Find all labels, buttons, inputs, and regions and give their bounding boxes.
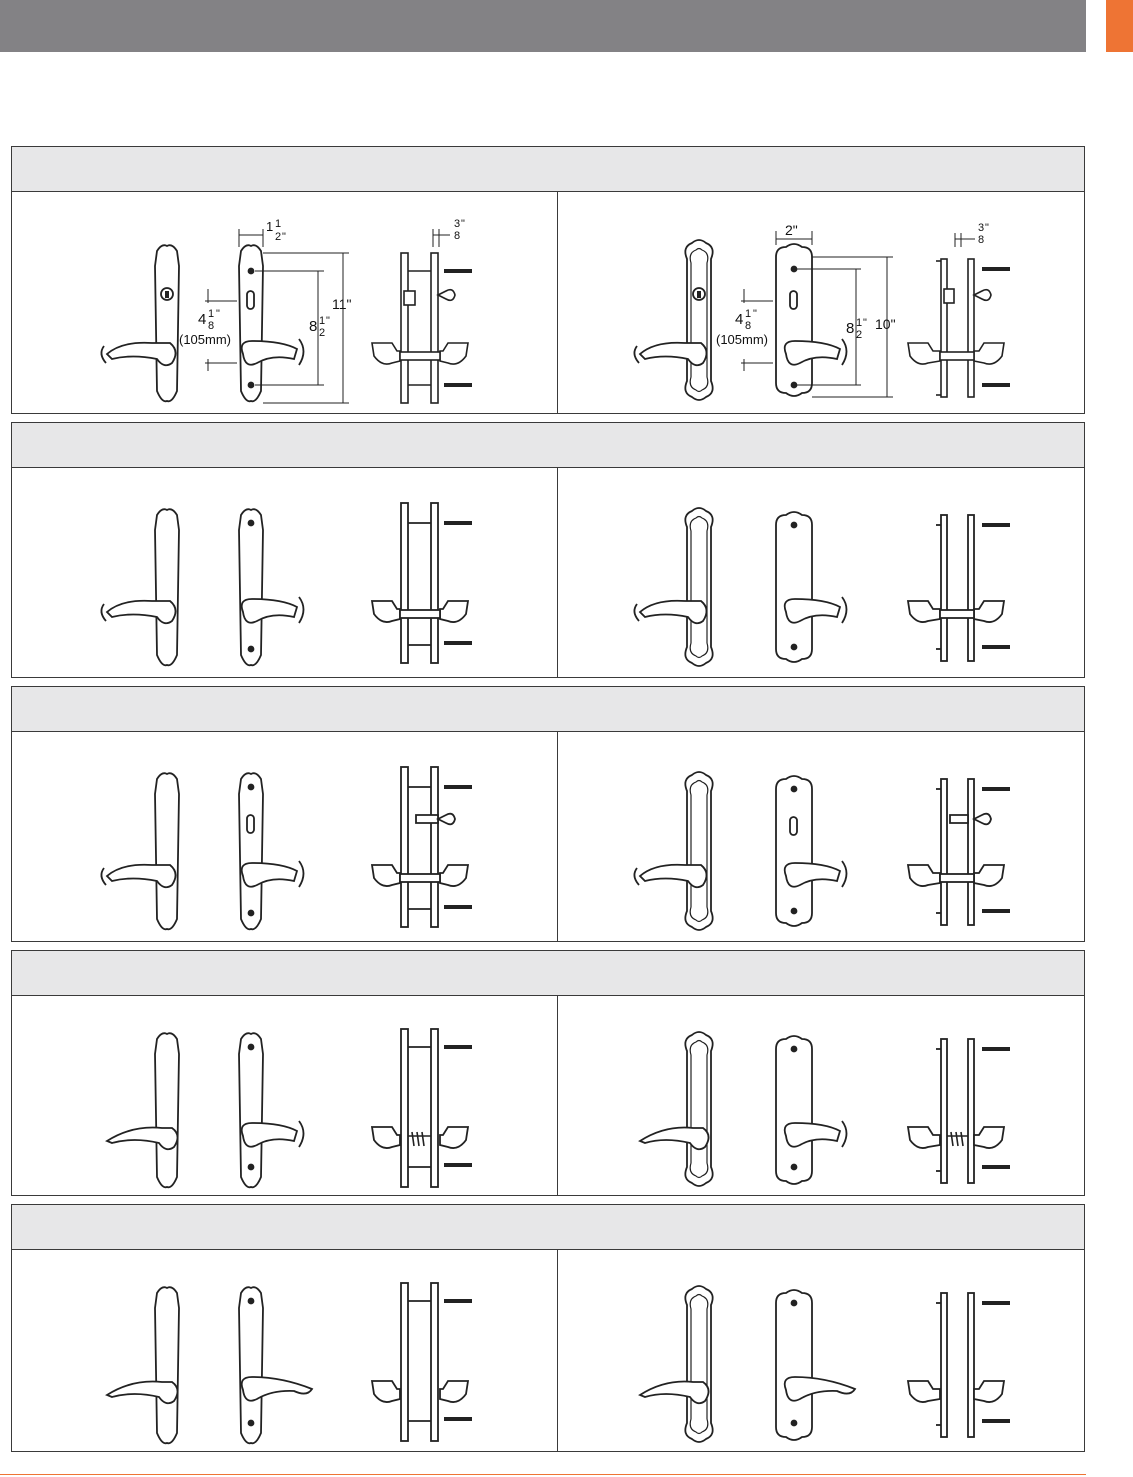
backset-mm: (105mm): [716, 332, 769, 347]
width-dim-den: 2: [275, 231, 282, 243]
narrow-plate-diagram: [12, 191, 557, 413]
exterior-plate: [155, 245, 179, 401]
handle-set-section-dummy-spring: [11, 950, 1085, 1196]
backset-num: 1: [745, 308, 752, 320]
section-header: [12, 1205, 1084, 1250]
narrow-plate-panel: [12, 995, 558, 1195]
backset-whole: 4: [198, 311, 207, 328]
exterior-lever: [107, 343, 176, 366]
side-view-thumbturn: [438, 290, 455, 301]
backset-mm: (105mm): [179, 332, 232, 347]
wide-plate-panel: [558, 995, 1084, 1195]
backset-unit: ": [753, 308, 757, 320]
exterior-lever: [640, 343, 707, 366]
narrow-plate-panel: [12, 191, 558, 413]
backset-den: 8: [745, 320, 752, 332]
centers-unit: ": [326, 315, 330, 327]
backset-den: 8: [208, 320, 215, 332]
side-view-exterior-lever: [372, 343, 400, 364]
wide-plate-panel: [558, 1249, 1084, 1451]
width-dim-whole: 1: [266, 219, 274, 234]
depth-dim-unit: ": [985, 222, 989, 234]
page-header-bar: [0, 0, 1086, 52]
wide-plate-diagram: [558, 731, 1084, 941]
depth-dim-den: 8: [978, 234, 985, 246]
backset-whole: 4: [735, 311, 744, 328]
narrow-plate-panel: [12, 1249, 558, 1451]
wide-plate-diagram: [558, 1249, 1084, 1451]
centers-num: 1: [319, 315, 326, 327]
handle-set-section-dummy: [11, 1204, 1085, 1452]
width-dim: 2": [785, 222, 798, 238]
wide-plate-diagram: [558, 995, 1084, 1195]
wide-plate-diagram: [558, 467, 1084, 677]
height-dim: 10": [875, 316, 896, 332]
narrow-plate-diagram: [12, 1249, 557, 1451]
wide-plate-panel: [558, 191, 1084, 413]
side-view-outer-plate: [401, 253, 408, 403]
centers-whole: 8: [846, 320, 855, 337]
depth-dim-num: 3: [978, 222, 985, 234]
narrow-plate-diagram: [12, 731, 557, 941]
interior-lever: [242, 341, 297, 365]
centers-unit: ": [863, 317, 867, 329]
backset-num: 1: [208, 308, 215, 320]
depth-dim-unit: ": [461, 218, 465, 230]
wide-plate-panel: [558, 467, 1084, 677]
depth-dim-num: 3: [454, 218, 461, 230]
wide-plate-diagram: [558, 191, 1084, 413]
handle-set-section-passage: [11, 422, 1085, 678]
handle-set-section-keyed: [11, 146, 1085, 414]
centers-den: 2: [319, 327, 326, 339]
backset-unit: ": [216, 308, 220, 320]
centers-num: 1: [856, 317, 863, 329]
narrow-plate-diagram: [12, 995, 557, 1195]
centers-whole: 8: [309, 318, 318, 335]
side-view-inner-plate: [431, 253, 438, 403]
section-header: [12, 423, 1084, 468]
section-tab: [1106, 0, 1133, 52]
height-dim: 11": [332, 296, 352, 312]
width-dim-unit: ": [282, 231, 286, 243]
narrow-plate-panel: [12, 467, 558, 677]
narrow-plate-diagram: [12, 467, 557, 677]
centers-den: 2: [856, 329, 863, 341]
footer-rule: [0, 1474, 1086, 1475]
handle-set-section-thumbturn: [11, 686, 1085, 942]
width-dim-num: 1: [275, 218, 282, 230]
depth-dim-den: 8: [454, 230, 461, 242]
side-view-interior-lever: [440, 343, 468, 364]
section-header: [12, 951, 1084, 996]
wide-plate-panel: [558, 731, 1084, 941]
section-header: [12, 687, 1084, 732]
section-header: [12, 147, 1084, 192]
narrow-plate-panel: [12, 731, 558, 941]
